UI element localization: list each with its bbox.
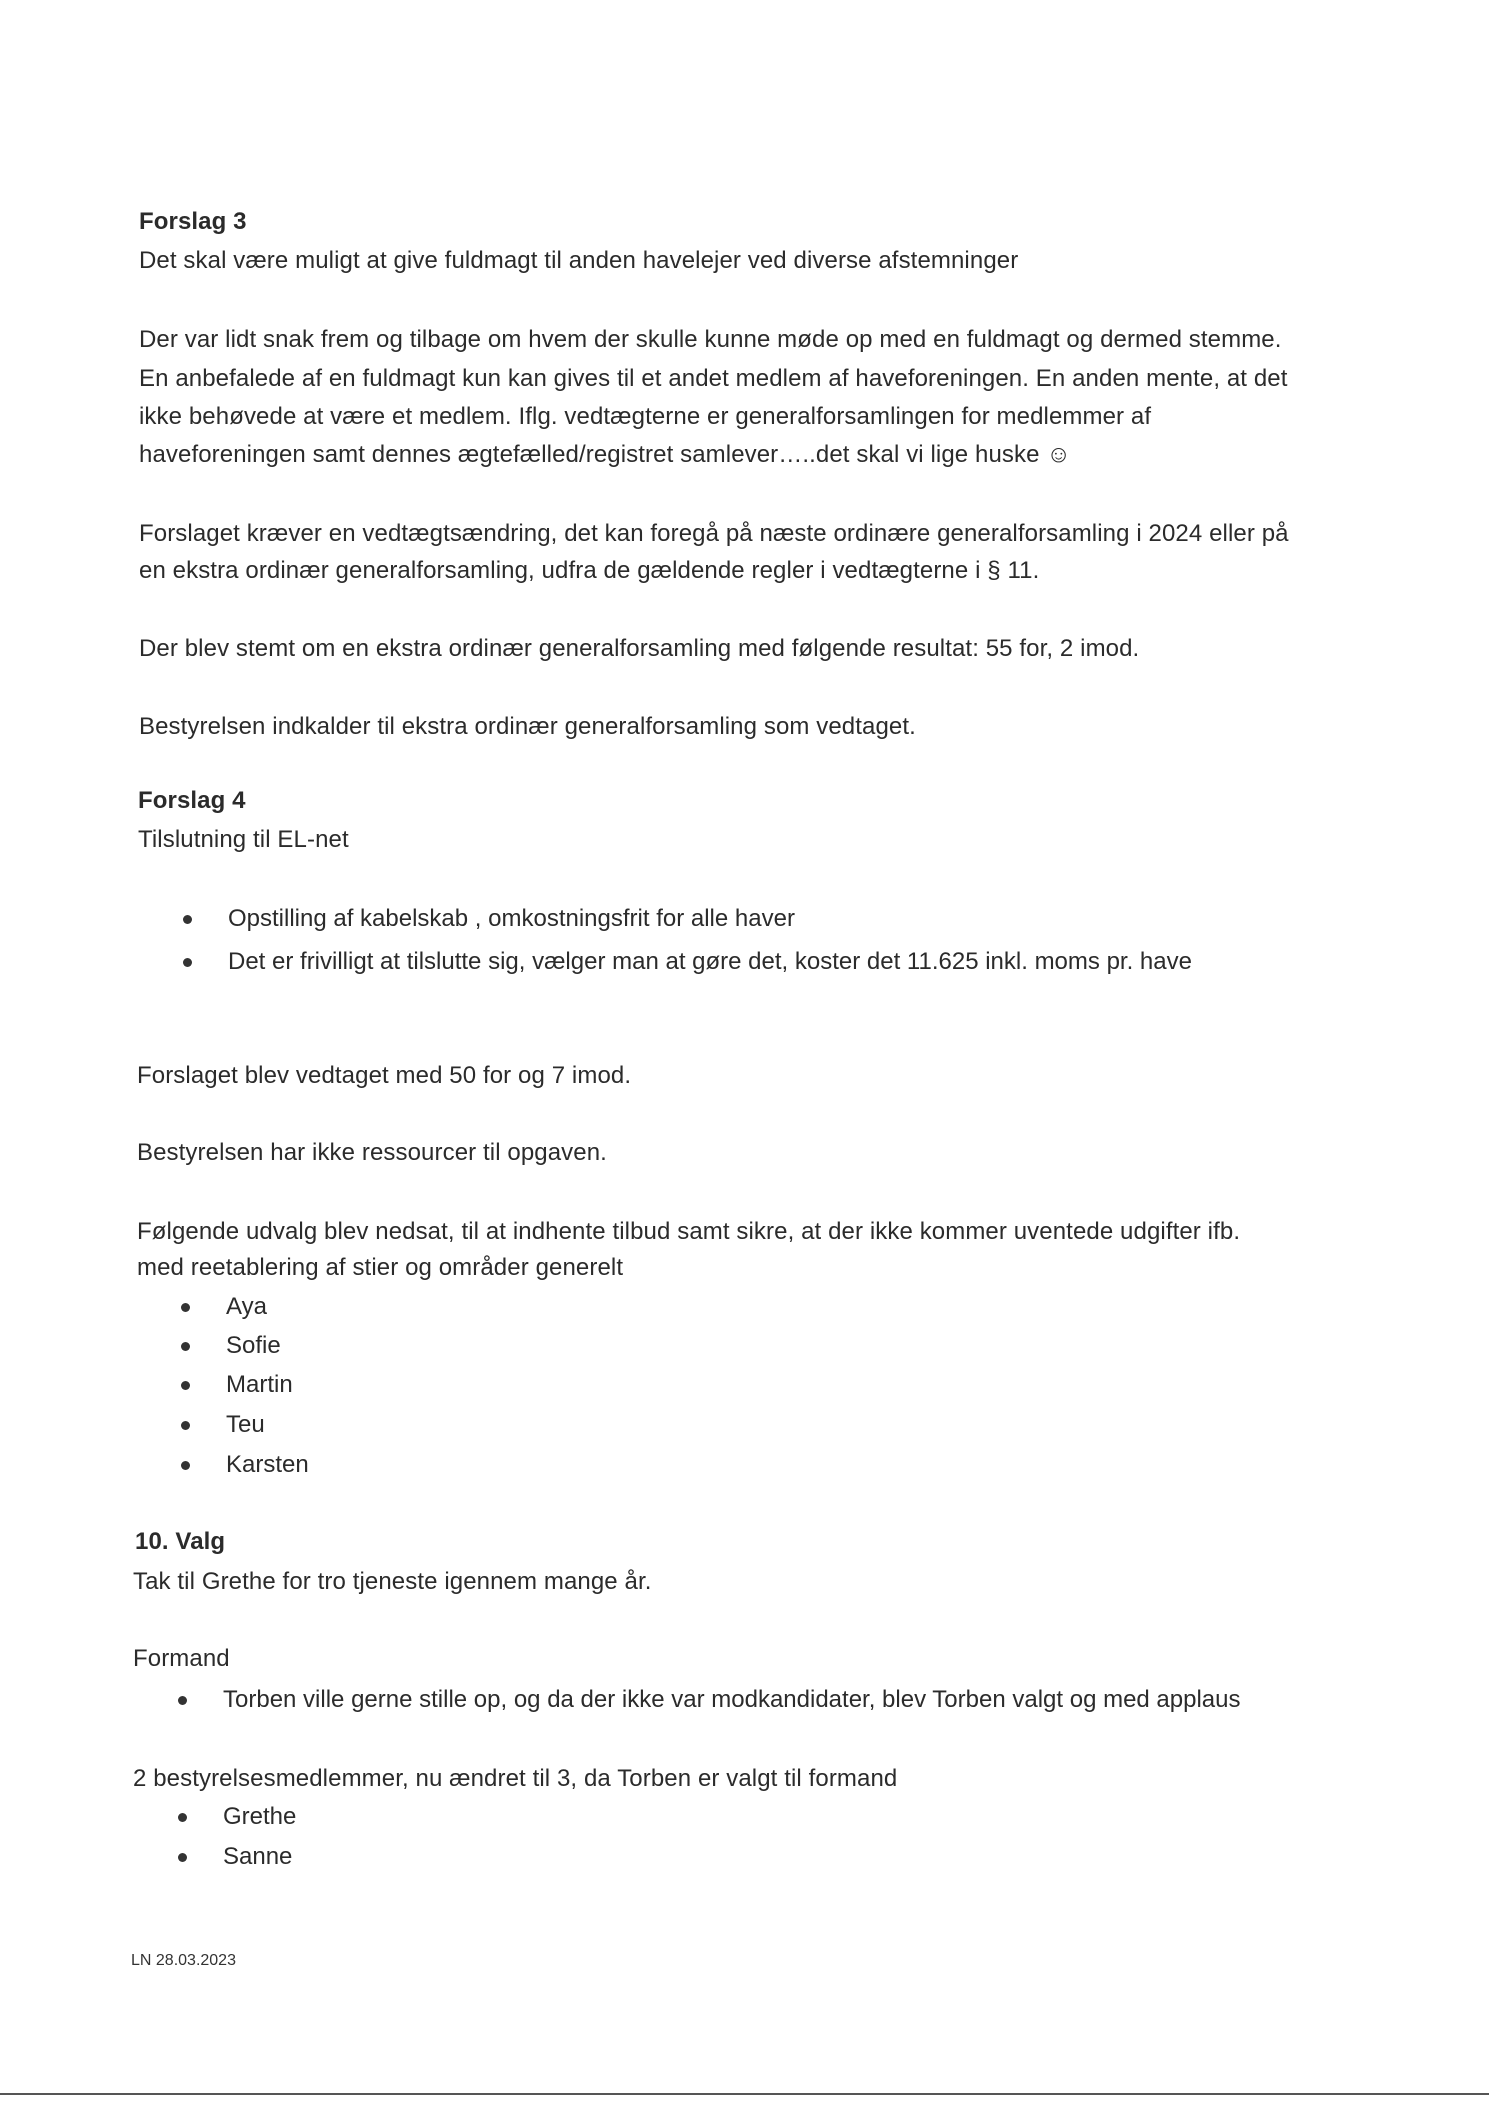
bullet-icon bbox=[181, 1461, 190, 1470]
forslag4-committee-line: med reetablering af stier og områder generelt bbox=[137, 1254, 624, 1281]
list-item: Martin bbox=[181, 1366, 781, 1404]
valg-thanks: Tak til Grethe for tro tjeneste igennem mange år. bbox=[133, 1568, 652, 1595]
footer-date: LN 28.03.2023 bbox=[131, 1952, 236, 1969]
bullet-icon bbox=[181, 1421, 190, 1430]
forslag4-vote-result: Forslaget blev vedtaget med 50 for og 7 imod. bbox=[137, 1062, 632, 1089]
forslag3-subtitle: Det skal være muligt at give fuldmagt til anden havelejer ved diverse afstemninger bbox=[139, 247, 1019, 274]
bullet-icon bbox=[181, 1381, 190, 1390]
forslag4-committee-line: Følgende udvalg blev nedsat, til at indhente tilbud samt sikre, at der ikke kommer uventede udgifter ifb. bbox=[137, 1218, 1241, 1245]
list-item: Karsten bbox=[181, 1446, 781, 1484]
forslag3-para2-line: Forslaget kræver en vedtægtsændring, det kan foregå på næste ordinære generalforsamling i 2024 eller på bbox=[139, 520, 1289, 547]
list-item: Teu bbox=[181, 1406, 781, 1444]
forslag4-heading: Forslag 4 bbox=[138, 787, 246, 814]
list-item: Det er frivilligt at tilslutte sig, vælger man at gøre det, koster det 11.625 inkl. moms pr. have bbox=[183, 943, 1283, 981]
list-item: Aya bbox=[181, 1288, 781, 1326]
bullet-icon bbox=[178, 1813, 187, 1822]
list-item: Sanne bbox=[178, 1838, 778, 1876]
bullet-icon bbox=[178, 1696, 187, 1705]
forslag4-resources: Bestyrelsen har ikke ressourcer til opgaven. bbox=[137, 1139, 607, 1166]
forslag3-heading: Forslag 3 bbox=[139, 208, 247, 235]
bullet-icon bbox=[181, 1342, 190, 1351]
page-edge-divider bbox=[0, 2093, 1489, 2095]
bullet-icon bbox=[183, 915, 192, 924]
list-item: Sofie bbox=[181, 1327, 781, 1365]
list-item: Grethe bbox=[178, 1798, 778, 1836]
bullet-icon bbox=[183, 958, 192, 967]
valg-formand-label: Formand bbox=[133, 1645, 230, 1672]
forslag3-para1-line: En anbefalede af en fuldmagt kun kan gives til et andet medlem af haveforeningen. En anden mente, at det bbox=[139, 365, 1288, 392]
list-item: Torben ville gerne stille op, og da der ikke var modkandidater, blev Torben valgt og med applaus bbox=[178, 1681, 1328, 1719]
bullet-icon bbox=[181, 1303, 190, 1312]
valg-bestyrelse-label: 2 bestyrelsesmedlemmer, nu ændret til 3, da Torben er valgt til formand bbox=[133, 1765, 898, 1792]
forslag3-para1-line: ikke behøvede at være et medlem. Iflg. vedtægterne er generalforsamlingen for medlemmer af bbox=[139, 403, 1152, 430]
forslag4-subtitle: Tilslutning til EL-net bbox=[138, 826, 349, 853]
valg-heading: 10. Valg bbox=[135, 1528, 226, 1555]
forslag3-para1-line: Der var lidt snak frem og tilbage om hvem der skulle kunne møde op med en fuldmagt og dermed stemme. bbox=[139, 326, 1282, 353]
forslag3-para2-line: en ekstra ordinær generalforsamling, udfra de gældende regler i vedtægterne i § 11. bbox=[139, 557, 1040, 584]
list-item: Opstilling af kabelskab , omkostningsfrit for alle haver bbox=[183, 900, 1283, 938]
bullet-icon bbox=[178, 1853, 187, 1862]
forslag3-vote-result: Der blev stemt om en ekstra ordinær generalforsamling med følgende resultat: 55 for, 2 imod. bbox=[139, 635, 1140, 662]
forslag3-para1-line: haveforeningen samt dennes ægtefælled/registret samlever…..det skal vi lige huske ☺ bbox=[139, 441, 1071, 468]
forslag3-decision: Bestyrelsen indkalder til ekstra ordinær generalforsamling som vedtaget. bbox=[139, 713, 916, 740]
